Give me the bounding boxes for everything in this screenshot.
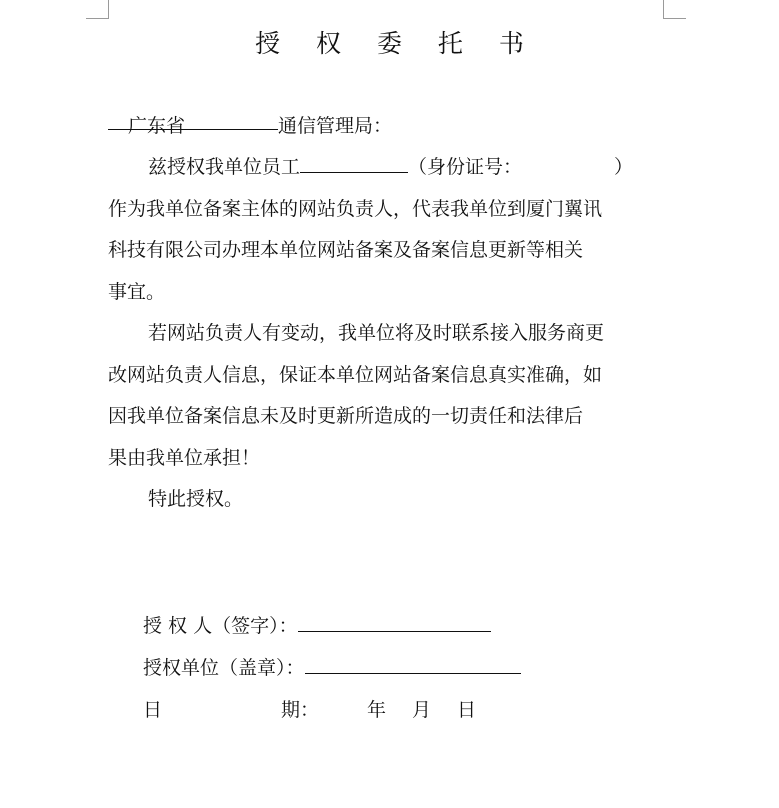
paragraph-responsibility	[108, 313, 668, 479]
signature-date-row	[143, 689, 476, 731]
employee-name-field[interactable]	[300, 148, 408, 173]
date-year-label: 年	[367, 699, 387, 721]
signature-unit-label: 授权单位（盖章）：	[143, 657, 305, 679]
paragraph-closing	[108, 479, 668, 521]
signature-unit-row	[143, 647, 521, 689]
date-day-label: 日	[457, 699, 477, 721]
page-corner-mark-top-left	[86, 0, 109, 19]
addressee-line	[108, 106, 668, 148]
id-number-label: （身份证号：	[408, 156, 523, 178]
para2-line2: 改网站负责人信息，保证本单位网站备案信息真实准确，如	[108, 363, 603, 386]
document-title: 授 权 委 托 书	[255, 29, 538, 58]
para3-line1: 特此授权。	[148, 488, 244, 510]
date-label-first: 日	[143, 699, 163, 721]
para2-line3: 因我单位备案信息未及时更新所造成的一切责任和法律后	[108, 405, 584, 427]
addressee-suffix: 通信管理局：	[278, 115, 393, 137]
province-value: 广东省	[128, 115, 186, 137]
para1-line3: 科技有限公司办理本单位网站备案及备案信息更新等相关	[108, 239, 584, 261]
para1-line2: 作为我单位备案主体的网站负责人，代表我单位到厦门翼讯	[108, 197, 603, 220]
signature-unit-field[interactable]	[305, 649, 521, 674]
page-corner-mark-top-right	[663, 0, 686, 19]
date-month-label: 月	[412, 699, 432, 721]
province-field[interactable]	[108, 106, 278, 137]
signature-person-label: 授 权 人（签字）：	[143, 615, 298, 637]
paragraph-authorization	[108, 147, 668, 313]
para1-line4: 事宜。	[108, 280, 166, 303]
para2-line4: 果由我单位承担！	[108, 446, 261, 469]
para1-line1-prefix: 兹授权我单位员工	[148, 156, 301, 178]
para2-line1: 若网站负责人有变动，我单位将及时联系接入服务商更	[148, 322, 605, 344]
signature-person-field[interactable]	[298, 607, 491, 632]
signature-person-row	[143, 605, 491, 647]
id-number-close: ）	[614, 156, 634, 178]
date-label-second: 期：	[281, 699, 320, 721]
